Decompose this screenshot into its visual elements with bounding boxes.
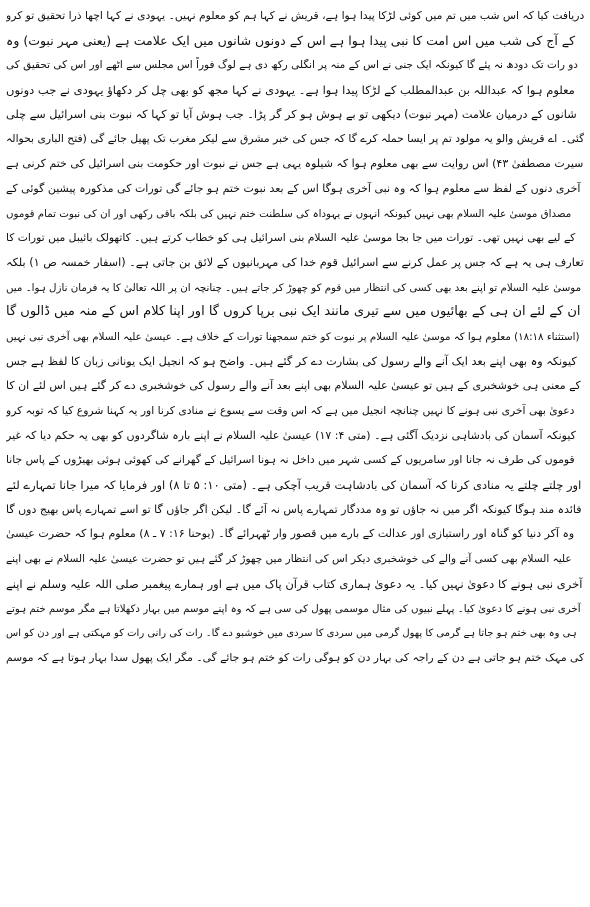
text-line: علیہ السلام بھی کسی آنے والے کی خوشخبری دیکر اس کی انتظار میں چھوڑ کر گئے ہیں تو حضرت عیسیٰ علیہ السلام نے بھی اپنے (6, 553, 572, 566)
text-line: (استثناء ۱۸:۱۸) معلوم ہوا کہ موسیٰ علیہ السلام پر نبوت کو ختم سمجھنا تورات کے خلاف ہے۔ عیسیٰ علیہ السلام بھی آخری نبی نہیں (6, 330, 580, 343)
text-line: آخری نبی ہونے کا دعویٰ کیا۔ پہلے نبیوں کی مثال موسمی پھول کی سی ہے کہ وہ اپنے موسم میں بہار دکھلاتا ہے مگر موسم ختم ہوتے (6, 602, 581, 615)
text-line: قوموں کی طرف نہ جانا اور سامریوں کے کسی شہر میں داخل نہ ہونا اسرائیل کے گھرانے کی کھوئی ہوئی بھیڑوں کے پاس جانا (6, 453, 575, 467)
text-line: کے آج کی شب میں اس امت کا نبی پیدا ہوا ہے اس کے دونوں شانوں میں ایک علامت ہے (یعنی مہر نبوت) وہ (6, 32, 576, 48)
text-line: ہی وہ بھی ختم ہو جاتا ہے گرمی کا پھول گرمی میں سردی کا سردی میں خوشبو دے گا۔ رات کی رانی رات کو مہکتی ہے اور دن کو اس (6, 628, 577, 640)
text-line: دریافت کیا کہ اس شب میں تم میں کوئی لڑکا پیدا ہوا ہے، قریش نے کہا ہم کو معلوم نہیں۔ یہودی نے کہا اچھا ذرا تحقیق تو کرو (6, 9, 584, 22)
text-line: کے معنی ہی خوشخبری کے ہیں تو عیسیٰ علیہ السلام بھی اپنے بعد آنے والے رسول کی خوشخبری دے کر گئے ہیں اس لئے ان کا (6, 379, 581, 393)
text-line: گئی۔ اے قریش والو یہ مولود تم پر ایسا حملہ کرے گا کہ جس کی خبر مشرق سے لیکر مغرب تک پھیل جائے گی (فتح الباری بحوالہ (6, 132, 584, 146)
text-line: کیونکہ وہ بھی اپنے بعد ایک آنے والے رسول کی بشارت دے کر گئے ہیں۔ واضح ہو کہ انجیل ایک یونانی زبان کا لفظ ہے جس (6, 354, 577, 368)
text-line: ان کے لئے ان ہی کے بھائیوں میں سے تیری مانند ایک نبی برپا کروں گا اور اپنا کلام اس کے منہ میں ڈالوں گا (6, 304, 581, 320)
text-line: کے لیے بھی نہیں تھی۔ تورات میں جا بجا موسیٰ علیہ السلام بنی اسرائیل ہی کو خطاب کرتے ہیں۔ کاتھولک بائیبل میں تورات کا (6, 231, 576, 245)
text-line: معلوم ہوا کہ عبداللہ بن عبدالمطلب کے لڑکا پیدا ہوا ہے۔ یہودی نے کہا مجھ کو بھی چل کر دکھاؤ یہودی نے جب دونوں (6, 83, 575, 98)
text-line: کی مہک ختم ہو جاتی ہے دن کے راجہ کی بہار دن کو ہوگی رات کو ختم ہو جائے گی۔ مگر ایک پھول سدا بہار ہوتا ہے کہ موسم (6, 650, 584, 664)
text-line: کیونکہ آسمان کی بادشاہی نزدیک آگئی ہے۔ (متی ۴: ۱۷) عیسیٰ علیہ السلام نے اپنے بارہ شاگردوں کو بھی یہ حکم دیا کہ غیر (6, 428, 576, 442)
text-line: موسیٰ علیہ السلام تو اپنے بعد بھی کسی کی انتظار میں قوم کو چھوڑ کر جاتے ہیں۔ چنانچہ ان پر اللہ تعالیٰ کا یہ فرمان نازل ہوا۔ میں (6, 281, 582, 294)
text-line: تعارف ہی یہ ہے کہ جس پر عمل کرنے سے اسرائیل قوم خدا کی مہربانیوں کے لائق بن جاتی ہے۔ (اسفار خمسہ ص ۱) بلکہ (6, 255, 584, 269)
text-line: آخری نبی ہونے کا دعویٰ نہیں کیا۔ یہ دعویٰ ہماری کتاب قرآن پاک میں ہے اور ہمارے پیغمبر صلی اللہ علیہ وسلم نے اپنے (6, 576, 583, 591)
text-line: فائدہ مند ہوگا کیونکہ اگر میں نہ جاؤں تو وہ مددگار تمہارے پاس نہ آئے گا۔ لیکن اگر جاؤں گا تو اسے تمہارے پاس بھیج دوں گا (6, 502, 582, 516)
text-line: دو رات تک دودھ نہ پئے گا کیونکہ ایک جنی نے اس کے منہ پر انگلی رکھ دی ہے لوگ فوراً اس مجلس سے اٹھے اور اس کی تحقیق کی (6, 59, 578, 72)
text-line: وہ آکر دنیا کو گناہ اور راستبازی اور عدالت کے بارے میں قصور وار ٹھہرائے گا۔ (یوحنا ۱۶: ۷ ـ ۸) معلوم ہوا کہ حضرت عیسیٰ (6, 527, 575, 541)
text-line: دعویٰ بھی آخری نبی ہونے کا نہیں چنانچہ انجیل میں ہے کہ اس وقت سے یسوع نے منادی کرنا اور یہ کہنا شروع کیا کہ توبہ کرو (6, 404, 575, 417)
text-line: آخری دنوں کے لفظ سے معلوم ہوا کہ وہ نبی آخری ہوگا اس کے بعد نبوت ختم ہو جائے گی تورات کی مذکورہ پیشین گوئی کے (6, 181, 581, 195)
text-line: شانوں کے درمیان علامت (مہر نبوت) دیکھی تو بے ہوش ہو کر گر پڑا۔ جب ہوش آیا تو کہا کہ نبوت بنی اسرائیل سے چلی (6, 107, 577, 121)
text-line: سیرت مصطفیٰ ۴۳) اس روایت سے بھی معلوم ہوا کہ شیلوہ یہی ہے جس نے نبوت اور حکومت بنی اسرائیل کی ختم کرنی ہے (6, 157, 584, 171)
text-line: اور چلتے چلتے یہ منادی کرنا کہ آسمان کی بادشاہت قریب آچکی ہے۔ (متی ۱۰: ۵ تا ۸) اور فرمایا کہ میرا جانا تمہارے لئے (6, 478, 582, 493)
text-line: مصداق موسیٰ علیہ السلام بھی نہیں کیونکہ انہوں نے یہوداہ کی سلطنت ختم نہیں کی بلکہ باقی رکھی اور ان کی نبوت تمام قوموں (6, 207, 572, 220)
urdu-text-body (6, 4, 584, 671)
